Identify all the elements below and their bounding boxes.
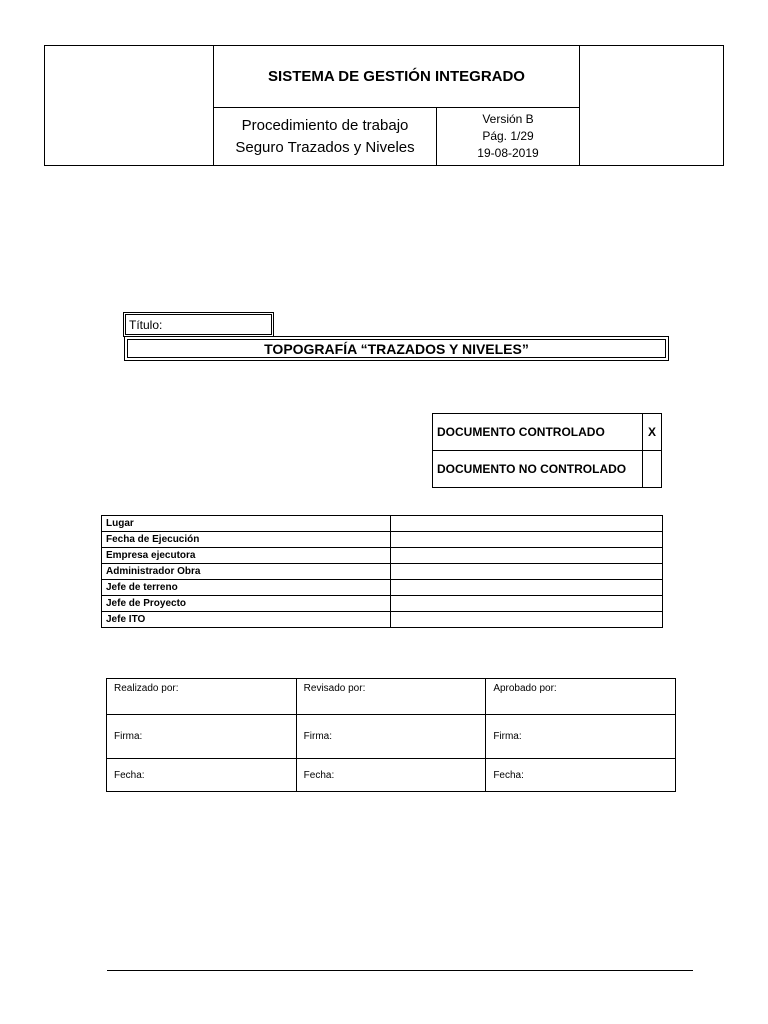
info-label: Empresa ejecutora	[102, 548, 391, 564]
info-label: Lugar	[102, 516, 391, 532]
control-label: DOCUMENTO CONTROLADO	[433, 414, 643, 451]
document-date: 19-08-2019	[477, 146, 539, 160]
revisado-por-cell: Revisado por:	[296, 679, 486, 715]
info-value	[391, 532, 663, 548]
fecha-cell: Fecha:	[296, 759, 486, 792]
info-value	[391, 564, 663, 580]
info-table	[101, 515, 663, 628]
version-label: Versión B	[482, 112, 534, 126]
procedure-name	[214, 108, 437, 165]
info-label: Jefe de terreno	[102, 580, 391, 596]
info-label: Administrador Obra	[102, 564, 391, 580]
info-row	[102, 580, 663, 596]
firma-cell: Firma:	[486, 715, 676, 759]
logo-cell	[45, 46, 214, 165]
system-title: SISTEMA DE GESTIÓN INTEGRADO	[214, 46, 579, 108]
info-row	[102, 532, 663, 548]
control-table	[432, 413, 662, 488]
info-label: Fecha de Ejecución	[102, 532, 391, 548]
control-mark	[643, 451, 662, 488]
info-value	[391, 548, 663, 564]
info-row	[102, 548, 663, 564]
control-mark: X	[643, 414, 662, 451]
info-value	[391, 596, 663, 612]
procedure-line-1: Procedimiento de trabajo	[241, 116, 409, 134]
info-value	[391, 516, 663, 532]
fecha-cell: Fecha:	[486, 759, 676, 792]
document-header	[44, 45, 724, 166]
info-value	[391, 580, 663, 596]
procedure-line-2: Seguro Trazados y Niveles	[235, 138, 415, 156]
control-row	[433, 414, 662, 451]
info-label: Jefe ITO	[102, 612, 391, 628]
signature-header-row	[107, 679, 676, 715]
version-info	[437, 108, 579, 165]
document-title-box	[124, 336, 669, 361]
control-label: DOCUMENTO NO CONTROLADO	[433, 451, 643, 488]
control-row	[433, 451, 662, 488]
info-row	[102, 564, 663, 580]
signature-fecha-row	[107, 759, 676, 792]
aprobado-por-cell: Aprobado por:	[486, 679, 676, 715]
firma-cell: Firma:	[296, 715, 486, 759]
info-row	[102, 516, 663, 532]
footer-divider	[107, 970, 693, 971]
info-row	[102, 596, 663, 612]
realizado-por-cell: Realizado por:	[107, 679, 297, 715]
info-row	[102, 612, 663, 628]
info-label: Jefe de Proyecto	[102, 596, 391, 612]
document-title: TOPOGRAFÍA “TRAZADOS Y NIVELES”	[127, 339, 666, 358]
info-value	[391, 612, 663, 628]
firma-cell: Firma:	[107, 715, 297, 759]
signature-table	[106, 678, 676, 792]
title-label: Título:	[125, 314, 272, 335]
fecha-cell: Fecha:	[107, 759, 297, 792]
header-right-cell	[579, 46, 723, 165]
signature-firma-row	[107, 715, 676, 759]
page-number: Pág. 1/29	[482, 129, 534, 143]
